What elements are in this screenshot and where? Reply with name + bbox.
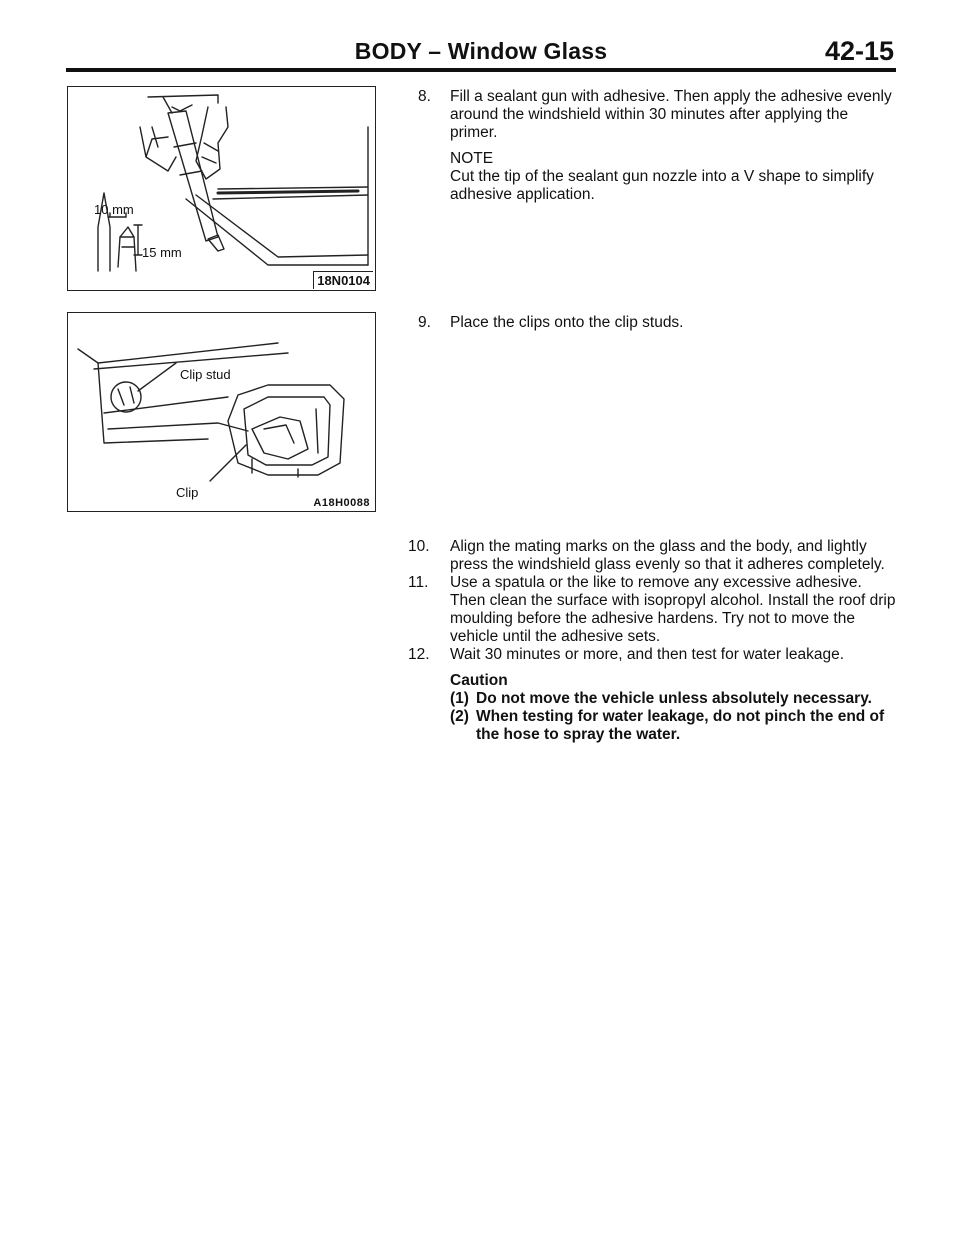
- figure-code: 18N0104: [313, 271, 373, 289]
- caution-block: [450, 672, 896, 744]
- step-text: Align the mating marks on the glass and the body, and lightly press the windshield glass evenly so that it adheres completely.: [450, 538, 885, 573]
- list-item: [408, 646, 896, 744]
- caution-number: (1): [450, 690, 469, 707]
- caution-text: When testing for water leakage, do not pinch the end of the hose to spray the water.: [476, 708, 885, 743]
- step-8: [418, 88, 896, 204]
- caution-item: [450, 690, 896, 708]
- dimension-label-10mm: 10 mm: [94, 202, 134, 217]
- caution-text: Do not move the vehicle unless absolutely necessary.: [476, 690, 872, 707]
- clip-stud-illustration: [68, 313, 375, 511]
- step-text: Place the clips onto the clip studs.: [450, 314, 684, 331]
- figure-code: A18H0088: [310, 496, 373, 510]
- page-header: [66, 34, 896, 70]
- header-rule: [66, 68, 896, 72]
- step-number: 9.: [418, 314, 431, 331]
- list-item: [418, 88, 896, 204]
- clip-stud-label: Clip stud: [180, 367, 231, 382]
- step-number: 11.: [408, 574, 429, 591]
- caution-number: (2): [450, 708, 469, 725]
- figure-sealant-gun: [67, 86, 376, 291]
- page-number: 42-15: [824, 36, 894, 66]
- sealant-gun-illustration: [68, 87, 375, 290]
- list-item: [408, 574, 896, 646]
- steps-10-12: [408, 538, 896, 744]
- list-item: [418, 314, 896, 332]
- step-text: Fill a sealant gun with adhesive. Then apply the adhesive evenly around the windshield within 30 minutes after applying the primer.: [450, 88, 892, 141]
- step-text: Use a spatula or the like to remove any excessive adhesive. Then clean the surface with isopropyl alcohol. Install the roof drip moulding before the adhesive hardens. Try not to move the vehicle until the adhesive sets.: [450, 574, 896, 645]
- list-item: [408, 538, 896, 574]
- step-number: 8.: [418, 88, 431, 105]
- step-text: Wait 30 minutes or more, and then test for water leakage.: [450, 646, 845, 663]
- figure-clip-stud: [67, 312, 376, 512]
- page-title: BODY – Window Glass: [354, 38, 608, 64]
- step-9: [418, 314, 896, 332]
- caution-heading: Caution: [450, 672, 508, 689]
- note-heading: NOTE: [450, 150, 494, 167]
- step-number: 10.: [408, 538, 430, 555]
- step-number: 12.: [408, 646, 430, 663]
- clip-label: Clip: [176, 485, 199, 500]
- caution-item: [450, 708, 896, 744]
- dimension-label-15mm: 15 mm: [142, 245, 182, 260]
- note-text: Cut the tip of the sealant gun nozzle into a V shape to simplify adhesive application.: [450, 168, 874, 203]
